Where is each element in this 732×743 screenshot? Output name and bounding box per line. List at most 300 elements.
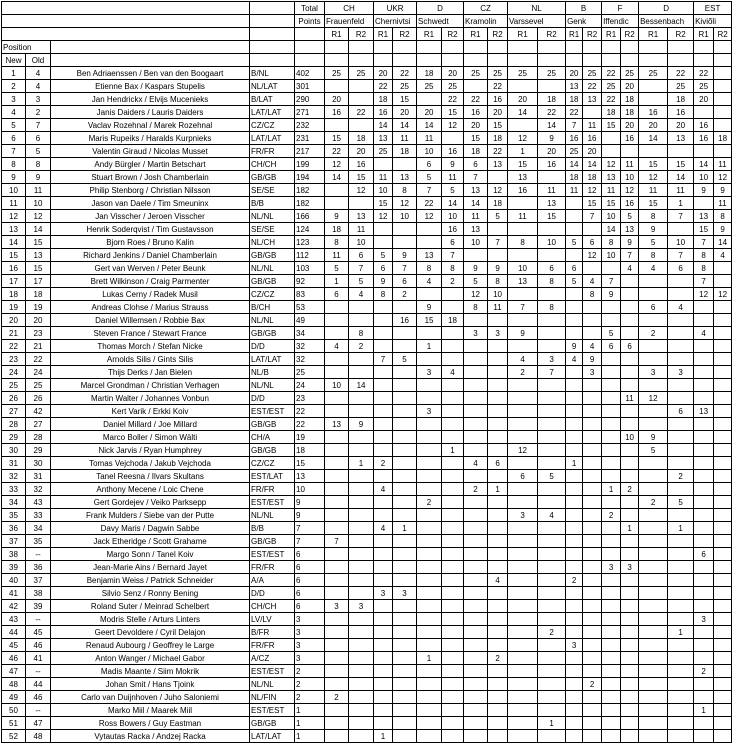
race-score	[417, 626, 442, 639]
race-score	[393, 561, 417, 574]
nationality: EST/EST	[250, 704, 295, 717]
race-score	[714, 457, 732, 470]
race-score	[639, 93, 668, 106]
race-score: 5	[393, 353, 417, 366]
race-score: 20	[417, 106, 442, 119]
race-score	[393, 574, 417, 587]
race-score: 13	[374, 132, 393, 145]
race-score	[602, 665, 621, 678]
nationality: NL/NL	[250, 678, 295, 691]
race-score: 14	[417, 119, 442, 132]
old-position: 31	[26, 470, 51, 483]
race-score: 4	[694, 327, 714, 340]
race-score	[602, 626, 621, 639]
race-score	[508, 561, 538, 574]
race-score	[374, 418, 393, 431]
race-score: 18	[583, 171, 602, 184]
race-score	[621, 626, 639, 639]
table-row	[2, 730, 732, 743]
race-score	[374, 236, 393, 249]
header-empty-cell	[51, 54, 250, 67]
header-empty-cell	[51, 41, 250, 54]
race-score: 11	[538, 184, 566, 197]
race-score: 8	[639, 249, 668, 262]
total-points: 32	[295, 353, 325, 366]
race-score	[508, 431, 538, 444]
old-position: --	[26, 704, 51, 717]
new-position: 39	[2, 561, 26, 574]
rider-names: Martin Walter / Johannes Vonbun	[51, 392, 250, 405]
new-position: 29	[2, 431, 26, 444]
race-score	[694, 561, 714, 574]
race-score: 10	[538, 236, 566, 249]
race-score	[349, 509, 374, 522]
race-score	[639, 665, 668, 678]
nationality: EST/EST	[250, 405, 295, 418]
race-score	[714, 93, 732, 106]
race-score: 15	[442, 106, 464, 119]
race-score	[538, 223, 566, 236]
old-position: 6	[26, 132, 51, 145]
race-score	[639, 535, 668, 548]
race-score	[488, 249, 508, 262]
race-score	[508, 626, 538, 639]
table-row	[2, 704, 732, 717]
rider-names: Maris Rupeiks / Haralds Kurpnieks	[51, 132, 250, 145]
race-score: 15	[538, 210, 566, 223]
race-score: 13	[668, 132, 694, 145]
race-score: 7	[621, 249, 639, 262]
race-score: 18	[393, 145, 417, 158]
race-score	[374, 665, 393, 678]
race-score	[442, 340, 464, 353]
race-score: 9	[621, 236, 639, 249]
header-empty-cell	[250, 54, 295, 67]
country-header: EST	[694, 2, 732, 15]
rider-names: Brett Wilkinson / Craig Parmenter	[51, 275, 250, 288]
header-empty-cell	[639, 54, 668, 67]
race-score	[714, 613, 732, 626]
race-score	[714, 678, 732, 691]
race-score	[442, 353, 464, 366]
race-score	[714, 548, 732, 561]
rider-names: Anthony Mecene / Loic Chene	[51, 483, 250, 496]
race-score	[374, 301, 393, 314]
race-score	[583, 431, 602, 444]
header-empty-cell	[714, 54, 732, 67]
nationality: B/LAT	[250, 93, 295, 106]
race-score	[442, 574, 464, 587]
total-points: 22	[295, 405, 325, 418]
race-score	[508, 600, 538, 613]
race-score	[508, 522, 538, 535]
race-score	[508, 587, 538, 600]
rider-names: Johan Smit / Hans Tjoink	[51, 678, 250, 691]
race-score: 8	[694, 262, 714, 275]
nationality: FR/FR	[250, 639, 295, 652]
new-position: 35	[2, 509, 26, 522]
race-score	[393, 379, 417, 392]
rider-names: Janis Daiders / Lauris Daiders	[51, 106, 250, 119]
race-score	[639, 561, 668, 574]
race-score	[464, 80, 488, 93]
table-row	[2, 652, 732, 665]
race-score: 18	[349, 132, 374, 145]
race-score	[538, 535, 566, 548]
race-score	[538, 587, 566, 600]
table-row	[2, 327, 732, 340]
new-position: 6	[2, 132, 26, 145]
race-score	[393, 431, 417, 444]
race-score: 8	[374, 288, 393, 301]
new-position: 26	[2, 392, 26, 405]
race-score: 8	[508, 236, 538, 249]
race-score	[442, 327, 464, 340]
race-score	[639, 353, 668, 366]
country-header: F	[602, 2, 639, 15]
rider-names: Modris Stelle / Arturs Linters	[51, 613, 250, 626]
total-points: 1	[295, 704, 325, 717]
race-score	[374, 340, 393, 353]
race-score: 10	[442, 210, 464, 223]
race-score	[583, 522, 602, 535]
race-score: 11	[639, 184, 668, 197]
new-position: 50	[2, 704, 26, 717]
race-score: 10	[508, 262, 538, 275]
old-position: 8	[26, 158, 51, 171]
race-score	[668, 704, 694, 717]
old-position: 5	[26, 145, 51, 158]
race-score: 5	[668, 496, 694, 509]
race-score	[602, 418, 621, 431]
race-score: 25	[583, 67, 602, 80]
race-score	[349, 678, 374, 691]
race-score: 7	[325, 535, 349, 548]
race-score	[349, 444, 374, 457]
race-score	[325, 639, 349, 652]
race-score	[488, 509, 508, 522]
race-score	[621, 366, 639, 379]
race-score	[374, 392, 393, 405]
race-score	[508, 678, 538, 691]
race-score	[488, 626, 508, 639]
race-score	[417, 418, 442, 431]
new-position: 43	[2, 613, 26, 626]
old-position: 46	[26, 639, 51, 652]
rider-names: Frank Mulders / Siebe van der Putte	[51, 509, 250, 522]
nationality: GB/GB	[250, 717, 295, 730]
race-score	[417, 327, 442, 340]
rider-names: Richard Jenkins / Daniel Chamberlain	[51, 249, 250, 262]
race-score	[538, 171, 566, 184]
venue-header: Iffendic	[602, 15, 639, 28]
race-score: 14	[442, 197, 464, 210]
race-score	[349, 119, 374, 132]
race-score	[621, 327, 639, 340]
race-score: 2	[583, 678, 602, 691]
race-score	[714, 418, 732, 431]
rider-names: Gert Gordejev / Veiko Parksepp	[51, 496, 250, 509]
header-row-races	[2, 28, 732, 41]
race-score	[583, 262, 602, 275]
race-score	[374, 678, 393, 691]
race-score: 8	[393, 184, 417, 197]
rider-names: Valentin Giraud / Nicolas Musset	[51, 145, 250, 158]
race-score: 7	[417, 184, 442, 197]
race-score	[602, 353, 621, 366]
rider-names: Jack Etheridge / Scott Grahame	[51, 535, 250, 548]
race-score: 6	[508, 470, 538, 483]
race-score	[349, 314, 374, 327]
race-score: 25	[508, 67, 538, 80]
race-score	[508, 483, 538, 496]
old-position: 30	[26, 457, 51, 470]
race-score: 5	[639, 444, 668, 457]
race-score	[349, 197, 374, 210]
race-score	[325, 405, 349, 418]
table-row	[2, 80, 732, 93]
race-score	[714, 314, 732, 327]
race-score: 15	[639, 158, 668, 171]
old-position: 27	[26, 418, 51, 431]
race-score: 9	[349, 418, 374, 431]
nationality: SE/SE	[250, 223, 295, 236]
race-score: 22	[668, 67, 694, 80]
race-score	[538, 730, 566, 743]
race-score	[583, 392, 602, 405]
total-points: 290	[295, 93, 325, 106]
race-score	[325, 431, 349, 444]
race-header-r1: R1	[639, 28, 668, 41]
nationality: GB/GB	[250, 535, 295, 548]
race-score: 2	[694, 665, 714, 678]
race-score	[325, 314, 349, 327]
new-position: 37	[2, 535, 26, 548]
old-position: 26	[26, 392, 51, 405]
race-header-r1: R1	[602, 28, 621, 41]
race-score	[694, 626, 714, 639]
race-score: 4	[621, 262, 639, 275]
old-position: 15	[26, 262, 51, 275]
race-score: 4	[566, 353, 583, 366]
race-score	[602, 132, 621, 145]
nationality: FR/FR	[250, 483, 295, 496]
race-score	[349, 730, 374, 743]
race-score	[488, 678, 508, 691]
race-score	[694, 509, 714, 522]
race-score	[488, 418, 508, 431]
header-empty-cell	[442, 41, 464, 54]
race-score: 22	[393, 67, 417, 80]
race-score: 18	[668, 93, 694, 106]
venue-header: Chernivtsi	[374, 15, 417, 28]
total-points: 123	[295, 236, 325, 249]
total-points: 166	[295, 210, 325, 223]
race-score	[566, 483, 583, 496]
race-score	[694, 652, 714, 665]
race-header-r2: R2	[442, 28, 464, 41]
race-score	[538, 392, 566, 405]
race-score: 9	[602, 288, 621, 301]
race-score	[417, 665, 442, 678]
race-score: 11	[442, 171, 464, 184]
new-position: 9	[2, 171, 26, 184]
race-score	[621, 548, 639, 561]
race-score	[639, 288, 668, 301]
race-score: 4	[488, 574, 508, 587]
race-score	[442, 418, 464, 431]
race-score: 15	[583, 197, 602, 210]
race-score: 11	[464, 210, 488, 223]
race-score	[442, 587, 464, 600]
race-score	[583, 444, 602, 457]
rider-names: Arnolds Silis / Gints Silis	[51, 353, 250, 366]
nationality: LV/LV	[250, 613, 295, 626]
race-score: 1	[508, 145, 538, 158]
race-score	[325, 561, 349, 574]
table-row	[2, 431, 732, 444]
nationality: NL/LAT	[250, 80, 295, 93]
race-score: 6	[325, 288, 349, 301]
new-position: 36	[2, 522, 26, 535]
race-score	[566, 405, 583, 418]
race-score	[349, 353, 374, 366]
race-score	[538, 652, 566, 665]
race-score	[668, 457, 694, 470]
race-score	[374, 470, 393, 483]
header-empty-cell	[250, 2, 295, 15]
race-score: 15	[668, 158, 694, 171]
race-score: 12	[602, 158, 621, 171]
race-score: 7	[602, 275, 621, 288]
race-score	[464, 496, 488, 509]
race-score	[464, 353, 488, 366]
header-empty-cell	[639, 41, 668, 54]
race-score	[508, 717, 538, 730]
race-score: 3	[668, 366, 694, 379]
table-row	[2, 665, 732, 678]
race-score: 18	[621, 93, 639, 106]
race-score	[538, 665, 566, 678]
rider-names: Tanel Reesna / Ilvars Skultans	[51, 470, 250, 483]
rider-names: Jean-Marie Ains / Bernard Jayet	[51, 561, 250, 574]
race-score	[583, 730, 602, 743]
race-score	[508, 691, 538, 704]
header-empty-cell	[250, 28, 295, 41]
race-score	[488, 392, 508, 405]
race-score	[566, 249, 583, 262]
race-score: 13	[488, 158, 508, 171]
total-points: 124	[295, 223, 325, 236]
old-position: --	[26, 665, 51, 678]
race-header-r1: R1	[325, 28, 349, 41]
race-score: 2	[508, 366, 538, 379]
race-score	[566, 730, 583, 743]
race-score	[325, 483, 349, 496]
race-score: 18	[714, 132, 732, 145]
race-score	[714, 665, 732, 678]
table-row	[2, 67, 732, 80]
race-score	[464, 665, 488, 678]
race-score	[393, 626, 417, 639]
total-points: 271	[295, 106, 325, 119]
table-row	[2, 236, 732, 249]
race-score	[583, 535, 602, 548]
race-score	[583, 561, 602, 574]
race-score	[621, 353, 639, 366]
country-header: B	[566, 2, 602, 15]
race-score: 20	[621, 119, 639, 132]
nationality: CZ/CZ	[250, 288, 295, 301]
race-score: 3	[417, 405, 442, 418]
race-score	[538, 522, 566, 535]
race-score: 14	[602, 223, 621, 236]
race-score	[464, 691, 488, 704]
race-score	[566, 704, 583, 717]
header-empty-cell	[488, 41, 508, 54]
race-score	[417, 93, 442, 106]
race-score	[417, 548, 442, 561]
nationality: CH/CH	[250, 158, 295, 171]
header-empty-cell	[508, 41, 538, 54]
old-position: --	[26, 613, 51, 626]
nationality: B/FR	[250, 626, 295, 639]
nationality: CH/A	[250, 431, 295, 444]
race-score: 20	[668, 119, 694, 132]
table-row	[2, 288, 732, 301]
total-points: 112	[295, 249, 325, 262]
rider-names: Geert Devoldere / Cyril Delajon	[51, 626, 250, 639]
table-row	[2, 548, 732, 561]
total-points: 6	[295, 548, 325, 561]
race-header-r2: R2	[393, 28, 417, 41]
race-score	[417, 522, 442, 535]
race-score	[694, 691, 714, 704]
race-score	[602, 366, 621, 379]
race-score	[714, 444, 732, 457]
race-score	[488, 600, 508, 613]
race-score	[714, 535, 732, 548]
old-position: --	[26, 548, 51, 561]
race-score	[668, 327, 694, 340]
race-score: 11	[583, 119, 602, 132]
race-score	[349, 626, 374, 639]
race-score: 6	[668, 262, 694, 275]
race-score	[538, 379, 566, 392]
rider-names: Daniel Willemsen / Robbie Bax	[51, 314, 250, 327]
race-score: 3	[621, 561, 639, 574]
race-score: 2	[349, 340, 374, 353]
rider-names: Henrik Soderqvist / Tim Gustavsson	[51, 223, 250, 236]
race-score: 13	[583, 93, 602, 106]
total-points: 6	[295, 561, 325, 574]
race-score	[442, 379, 464, 392]
race-score	[639, 587, 668, 600]
race-score	[374, 431, 393, 444]
race-score	[488, 405, 508, 418]
race-score	[374, 158, 393, 171]
race-score	[602, 678, 621, 691]
race-score	[566, 548, 583, 561]
nationality: GB/GB	[250, 327, 295, 340]
race-score	[621, 379, 639, 392]
race-score	[488, 587, 508, 600]
total-points: 199	[295, 158, 325, 171]
race-score	[694, 366, 714, 379]
old-position: 29	[26, 444, 51, 457]
new-position: 27	[2, 405, 26, 418]
race-score: 13	[508, 275, 538, 288]
